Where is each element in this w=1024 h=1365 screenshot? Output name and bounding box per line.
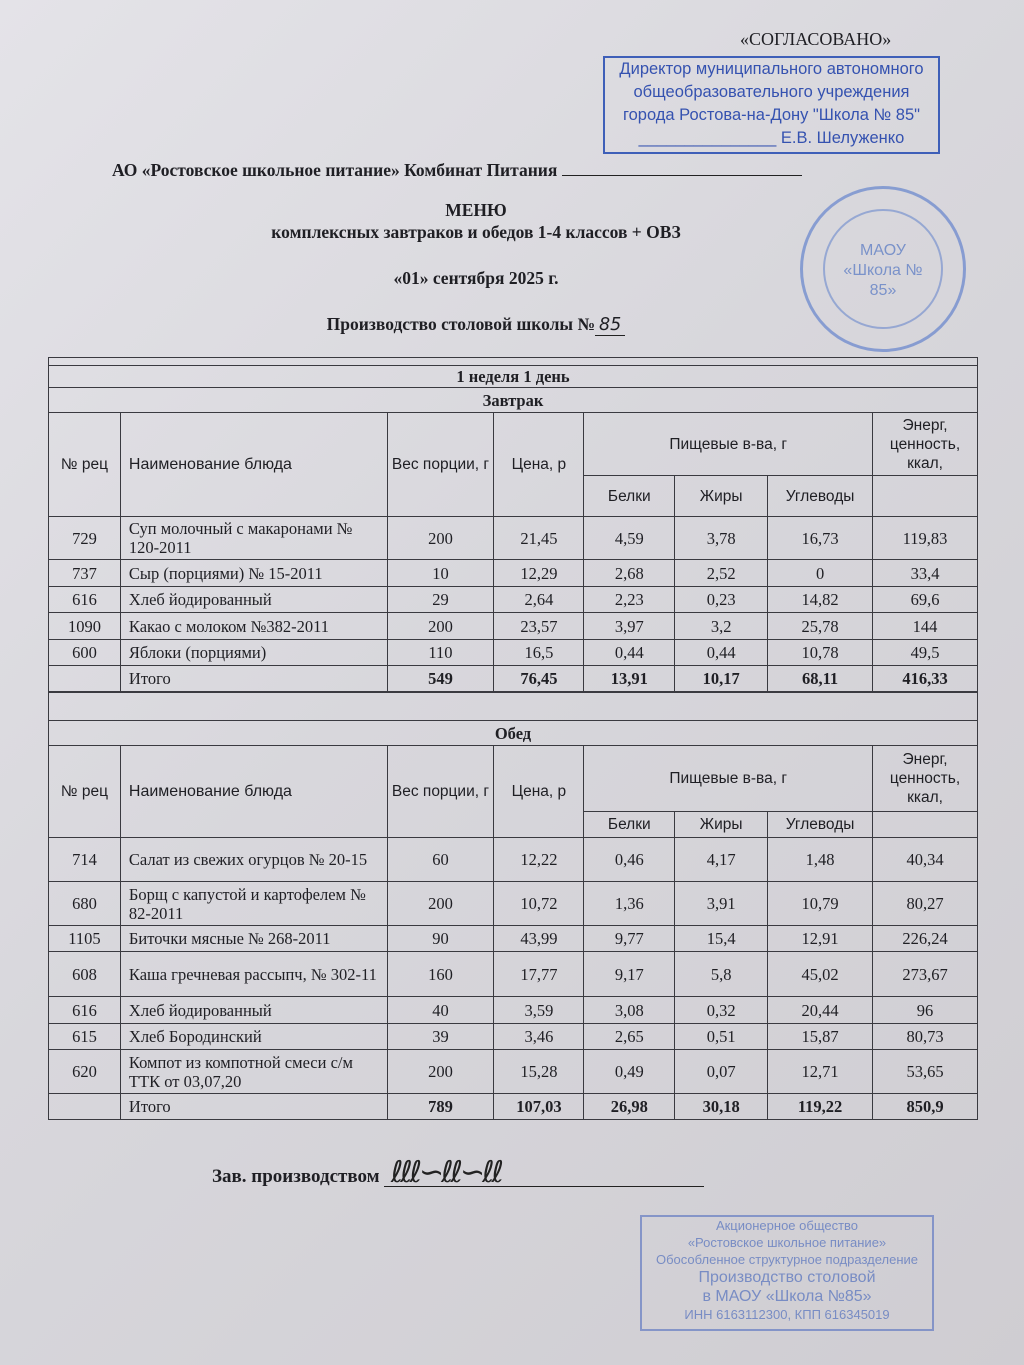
- total-value: 416,33: [873, 666, 978, 692]
- header-row: [49, 746, 978, 812]
- table-cell: 43,99: [494, 926, 584, 952]
- table-cell: 714: [49, 838, 121, 882]
- table-cell: 729: [49, 517, 121, 560]
- organization-line: [112, 160, 802, 180]
- menu-item-row: [49, 952, 978, 997]
- table-cell: 9,77: [584, 926, 675, 952]
- menu-item-row: [49, 560, 978, 587]
- menu-item-row: [49, 926, 978, 952]
- table-cell: 69,6: [873, 587, 978, 613]
- production-stamp-line: в МАОУ «Школа №85»: [702, 1288, 872, 1305]
- signature-label: Зав. производством: [212, 1166, 380, 1187]
- table-cell: 0,46: [584, 838, 675, 882]
- table-cell: 200: [387, 613, 494, 640]
- table-cell: 12,22: [494, 838, 584, 882]
- menu-item-row: [49, 997, 978, 1024]
- production-stamp-line: Акционерное общество: [715, 1218, 859, 1233]
- col-header-carbs: Углеводы: [768, 476, 873, 517]
- total-value: 119,22: [768, 1094, 873, 1120]
- col-header-name: Наименование блюда: [120, 413, 387, 517]
- empty-header-cell: [873, 476, 978, 517]
- header-row: [49, 413, 978, 476]
- col-header-weight: Вес порции, г: [387, 746, 494, 838]
- spacer-row: [49, 693, 978, 721]
- dish-name: Компот из компотной смеси с/м ТТК от 03,07,20: [120, 1050, 387, 1094]
- production-stamp-line: Обособленное структурное подразделение: [655, 1252, 918, 1267]
- table-cell: 1,48: [768, 838, 873, 882]
- table-cell: 10: [387, 560, 494, 587]
- dish-name: Каша гречневая рассыпч, № 302-11: [120, 952, 387, 997]
- table-cell: 29: [387, 587, 494, 613]
- table-cell: 3,46: [494, 1024, 584, 1050]
- dish-name: Салат из свежих огурцов № 20-15: [120, 838, 387, 882]
- table-cell: 608: [49, 952, 121, 997]
- table-cell: 1,36: [584, 882, 675, 926]
- dish-name: Биточки мясные № 268-2011: [120, 926, 387, 952]
- dish-name: Какао с молоком №382-2011: [120, 613, 387, 640]
- table-cell: 110: [387, 640, 494, 666]
- table-cell: 2,64: [494, 587, 584, 613]
- table-cell: 80,27: [873, 882, 978, 926]
- table-cell: 4,17: [675, 838, 768, 882]
- table-cell: 160: [387, 952, 494, 997]
- table-cell: 40,34: [873, 838, 978, 882]
- table-cell: 10,79: [768, 882, 873, 926]
- menu-item-row: [49, 1024, 978, 1050]
- dish-name: Сыр (порциями) № 15-2011: [120, 560, 387, 587]
- table-cell: 17,77: [494, 952, 584, 997]
- section-title: Завтрак: [49, 388, 978, 413]
- dish-name: Яблоки (порциями): [120, 640, 387, 666]
- menu-item-row: [49, 882, 978, 926]
- menu-title: МЕНЮ: [445, 200, 507, 220]
- handwritten-signature: ℓℓℓ∽ℓℓ∽ℓℓ: [384, 1160, 704, 1187]
- total-label: Итого: [120, 666, 387, 692]
- organization-name: АО «Ростовское школьное питание» Комбинат Питания: [112, 160, 558, 180]
- table-cell: 3,2: [675, 613, 768, 640]
- table-cell: 60: [387, 838, 494, 882]
- signature-line: [212, 1155, 704, 1190]
- table-cell: 90: [387, 926, 494, 952]
- total-value: 10,17: [675, 666, 768, 692]
- table-cell: 16,73: [768, 517, 873, 560]
- total-value: [49, 1094, 121, 1120]
- col-header-protein: Белки: [584, 476, 675, 517]
- table-cell: 23,57: [494, 613, 584, 640]
- table-cell: 25,78: [768, 613, 873, 640]
- menu-item-row: [49, 838, 978, 882]
- table-cell: 80,73: [873, 1024, 978, 1050]
- table-cell: 226,24: [873, 926, 978, 952]
- total-value: 30,18: [675, 1094, 768, 1120]
- production-stamp-line: ИНН 6163112300, КПП 616345019: [684, 1307, 890, 1322]
- approval-stamp-line: _______________ Е.В. Шелуженко: [638, 129, 905, 147]
- total-value: [49, 666, 121, 692]
- table-cell: 0,44: [675, 640, 768, 666]
- table-cell: 0,44: [584, 640, 675, 666]
- menu-item-row: [49, 1050, 978, 1094]
- col-header-name: Наименование блюда: [120, 746, 387, 838]
- production-label: Производство столовой школы №: [326, 314, 596, 334]
- total-value: 76,45: [494, 666, 584, 692]
- table-cell: 144: [873, 613, 978, 640]
- school-number-handwritten: 85: [595, 315, 625, 336]
- table-cell: 600: [49, 640, 121, 666]
- table-cell: 119,83: [873, 517, 978, 560]
- period-row: [49, 366, 978, 388]
- total-value: 549: [387, 666, 494, 692]
- empty-header-cell: [873, 812, 978, 838]
- production-stamp: [640, 1215, 934, 1331]
- approval-stamp-line: города Ростова-на-Дону "Школа № 85": [622, 106, 921, 124]
- total-row: [49, 1094, 978, 1120]
- col-header-energy: Энерг, ценность, ккал,: [873, 413, 978, 476]
- section-title-row: [49, 388, 978, 413]
- spacer-cell: [49, 358, 978, 366]
- table-cell: 0,23: [675, 587, 768, 613]
- table-cell: 200: [387, 882, 494, 926]
- table-cell: 1105: [49, 926, 121, 952]
- agreed-label: «СОГЛАСОВАНО»: [740, 29, 892, 49]
- table-cell: 0: [768, 560, 873, 587]
- total-value: 68,11: [768, 666, 873, 692]
- production-line: [0, 314, 952, 336]
- round-seal-text: МАОУ «Школа № 85»: [843, 242, 923, 299]
- table-cell: 39: [387, 1024, 494, 1050]
- table-cell: 45,02: [768, 952, 873, 997]
- table-cell: 3,59: [494, 997, 584, 1024]
- col-header-nutrients: Пищевые в-ва, г: [584, 746, 873, 812]
- menu-date: «01» сентября 2025 г.: [393, 268, 559, 288]
- table-cell: 200: [387, 517, 494, 560]
- col-header-nutrients: Пищевые в-ва, г: [584, 413, 873, 476]
- table-cell: 12,29: [494, 560, 584, 587]
- table-cell: 737: [49, 560, 121, 587]
- col-header-fat: Жиры: [675, 476, 768, 517]
- table-cell: 620: [49, 1050, 121, 1094]
- table-cell: 3,78: [675, 517, 768, 560]
- total-value: 26,98: [584, 1094, 675, 1120]
- table-cell: 15,4: [675, 926, 768, 952]
- col-header-carbs: Углеводы: [768, 812, 873, 838]
- production-stamp-line: Производство столовой: [698, 1269, 876, 1286]
- table-cell: 616: [49, 997, 121, 1024]
- col-header-price: Цена, р: [494, 413, 584, 517]
- menu-item-row: [49, 587, 978, 613]
- table-cell: 2,52: [675, 560, 768, 587]
- col-header-energy: Энерг, ценность, ккал,: [873, 746, 978, 812]
- table-cell: 96: [873, 997, 978, 1024]
- table-cell: 3,08: [584, 997, 675, 1024]
- table-cell: 20,44: [768, 997, 873, 1024]
- table-cell: 10,78: [768, 640, 873, 666]
- table-cell: 49,5: [873, 640, 978, 666]
- total-label: Итого: [120, 1094, 387, 1120]
- table-cell: 15,87: [768, 1024, 873, 1050]
- spacer-row: [49, 358, 978, 366]
- table-cell: 40: [387, 997, 494, 1024]
- col-header-weight: Вес порции, г: [387, 413, 494, 517]
- dish-name: Хлеб йодированный: [120, 997, 387, 1024]
- table-cell: 0,51: [675, 1024, 768, 1050]
- spacer-cell: [49, 693, 978, 721]
- total-value: 13,91: [584, 666, 675, 692]
- table-cell: 0,49: [584, 1050, 675, 1094]
- table-cell: 273,67: [873, 952, 978, 997]
- total-value: 850,9: [873, 1094, 978, 1120]
- table-cell: 16,5: [494, 640, 584, 666]
- col-header-recipe: № рец: [49, 746, 121, 838]
- menu-item-row: [49, 517, 978, 560]
- menu-item-row: [49, 613, 978, 640]
- col-header-protein: Белки: [584, 812, 675, 838]
- dish-name: Хлеб Бородинский: [120, 1024, 387, 1050]
- col-header-recipe: № рец: [49, 413, 121, 517]
- dish-name: Хлеб йодированный: [120, 587, 387, 613]
- approval-stamp-line: Директор муниципального автономного: [619, 60, 924, 78]
- table-cell: 2,65: [584, 1024, 675, 1050]
- table-cell: 616: [49, 587, 121, 613]
- table-cell: 53,65: [873, 1050, 978, 1094]
- table-cell: 0,32: [675, 997, 768, 1024]
- total-value: 107,03: [494, 1094, 584, 1120]
- production-stamp-line: «Ростовское школьное питание»: [687, 1235, 887, 1250]
- table-cell: 14,82: [768, 587, 873, 613]
- approval-stamp-line: общеобразовательного учреждения: [633, 83, 910, 101]
- table-cell: 15,28: [494, 1050, 584, 1094]
- section-title-row: [49, 721, 978, 746]
- table-cell: 9,17: [584, 952, 675, 997]
- table-cell: 33,4: [873, 560, 978, 587]
- total-value: 789: [387, 1094, 494, 1120]
- breakfast-table: [48, 357, 978, 692]
- table-cell: 5,8: [675, 952, 768, 997]
- table-cell: 200: [387, 1050, 494, 1094]
- menu-item-row: [49, 640, 978, 666]
- blank-line: [562, 161, 802, 176]
- lunch-table: [48, 692, 978, 1120]
- table-cell: 12,71: [768, 1050, 873, 1094]
- table-cell: 12,91: [768, 926, 873, 952]
- table-cell: 21,45: [494, 517, 584, 560]
- table-cell: 615: [49, 1024, 121, 1050]
- table-cell: 10,72: [494, 882, 584, 926]
- dish-name: Суп молочный с макаронами № 120-2011: [120, 517, 387, 560]
- section-title: Обед: [49, 721, 978, 746]
- table-cell: 3,97: [584, 613, 675, 640]
- dish-name: Борщ с капустой и картофелем № 82-2011: [120, 882, 387, 926]
- table-cell: 680: [49, 882, 121, 926]
- total-row: [49, 666, 978, 692]
- table-cell: 0,07: [675, 1050, 768, 1094]
- table-cell: 2,68: [584, 560, 675, 587]
- col-header-fat: Жиры: [675, 812, 768, 838]
- table-cell: 4,59: [584, 517, 675, 560]
- approval-stamp: [603, 56, 940, 154]
- col-header-price: Цена, р: [494, 746, 584, 838]
- table-cell: 2,23: [584, 587, 675, 613]
- menu-subtitle: комплексных завтраков и обедов 1-4 классов + ОВЗ: [271, 222, 681, 242]
- table-cell: 3,91: [675, 882, 768, 926]
- table-cell: 1090: [49, 613, 121, 640]
- period-title: 1 неделя 1 день: [49, 366, 978, 388]
